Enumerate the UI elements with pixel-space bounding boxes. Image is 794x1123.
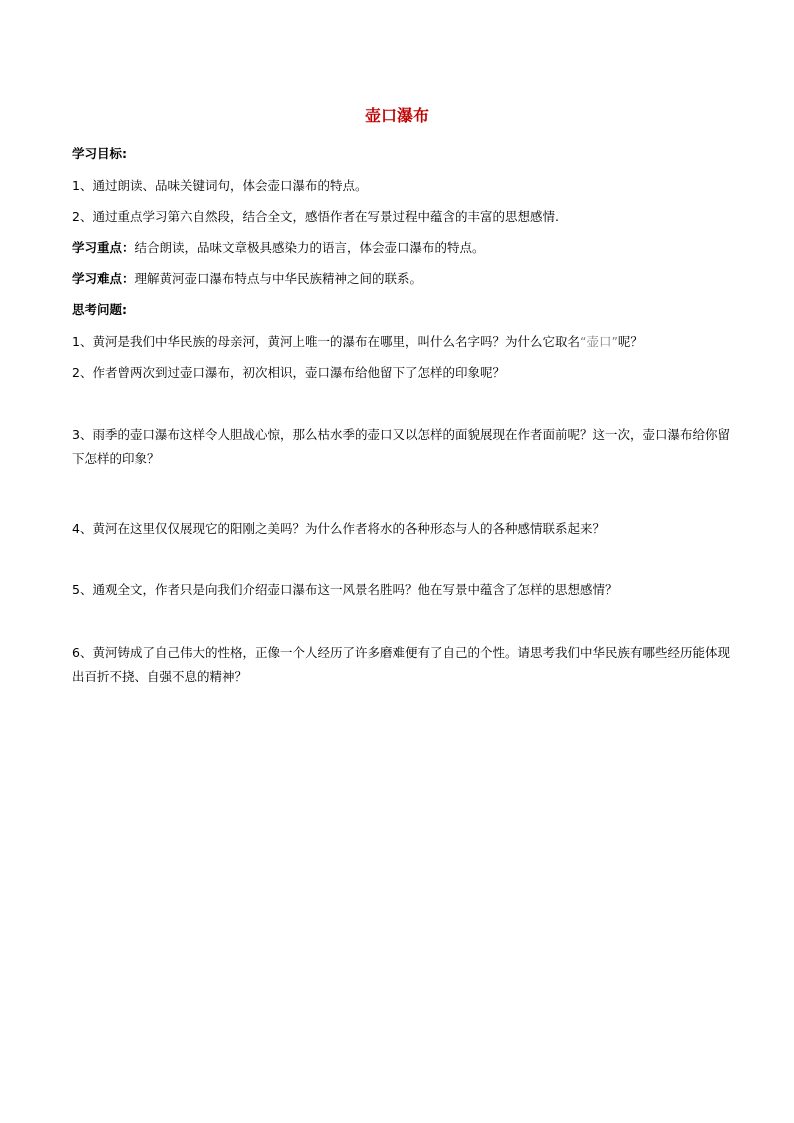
key-point-label: 学习重点： bbox=[72, 240, 135, 255]
question-1-end: 呢？ bbox=[617, 334, 643, 349]
key-point-row bbox=[72, 240, 732, 256]
question-1 bbox=[72, 334, 732, 350]
question-5: 5、通观全文，作者只是向我们介绍壶口瀑布这一风景名胜吗？他在写景中蕴含了怎样的思想感情？ bbox=[72, 582, 618, 597]
document-title: 壶口瀑布 bbox=[364, 106, 429, 125]
key-point-text: 结合朗读，品味文章极具感染力的语言，体会壶口瀑布的特点。 bbox=[134, 240, 485, 255]
difficulty-text: 理解黄河壶口瀑布特点与中华民族精神之间的联系。 bbox=[134, 271, 423, 286]
question-1-quote: “壶口” bbox=[579, 334, 618, 349]
objective-item: 1、通过朗读、品味关键词句，体会壶口瀑布的特点。 bbox=[72, 178, 368, 193]
question-1-text: 1、黄河是我们中华民族的母亲河，黄河上唯一的瀑布在哪里，叫什么名字吗？为什么它取名 bbox=[72, 334, 580, 349]
question-4: 4、黄河在这里仅仅展现它的阳刚之美吗？为什么作者将水的各种形态与人的各种感情联系起来？ bbox=[72, 521, 605, 536]
question-2: 2、作者曾两次到过壶口瀑布，初次相识，壶口瀑布给他留下了怎样的印象呢？ bbox=[72, 365, 505, 380]
questions-heading: 思考问题: bbox=[72, 302, 127, 317]
difficulty-row bbox=[72, 271, 732, 287]
objectives-heading: 学习目标: bbox=[72, 146, 127, 161]
difficulty-label: 学习难点： bbox=[72, 271, 135, 286]
question-3: 3、雨季的壶口瀑布这样令人胆战心惊，那么枯水季的壶口又以怎样的面貌展现在作者面前呢？这一次，壶口瀑布给你留下怎样的印象？ bbox=[72, 427, 730, 466]
objective-item: 2、通过重点学习第六自然段，结合全文，感悟作者在写景过程中蕴含的丰富的思想感情. bbox=[72, 209, 559, 224]
question-6: 6、黄河铸成了自己伟大的性格，正像一个人经历了许多磨难便有了自己的个性。请思考我们中华民族有哪些经历能体现出百折不挠、自强不息的精神？ bbox=[72, 645, 730, 684]
